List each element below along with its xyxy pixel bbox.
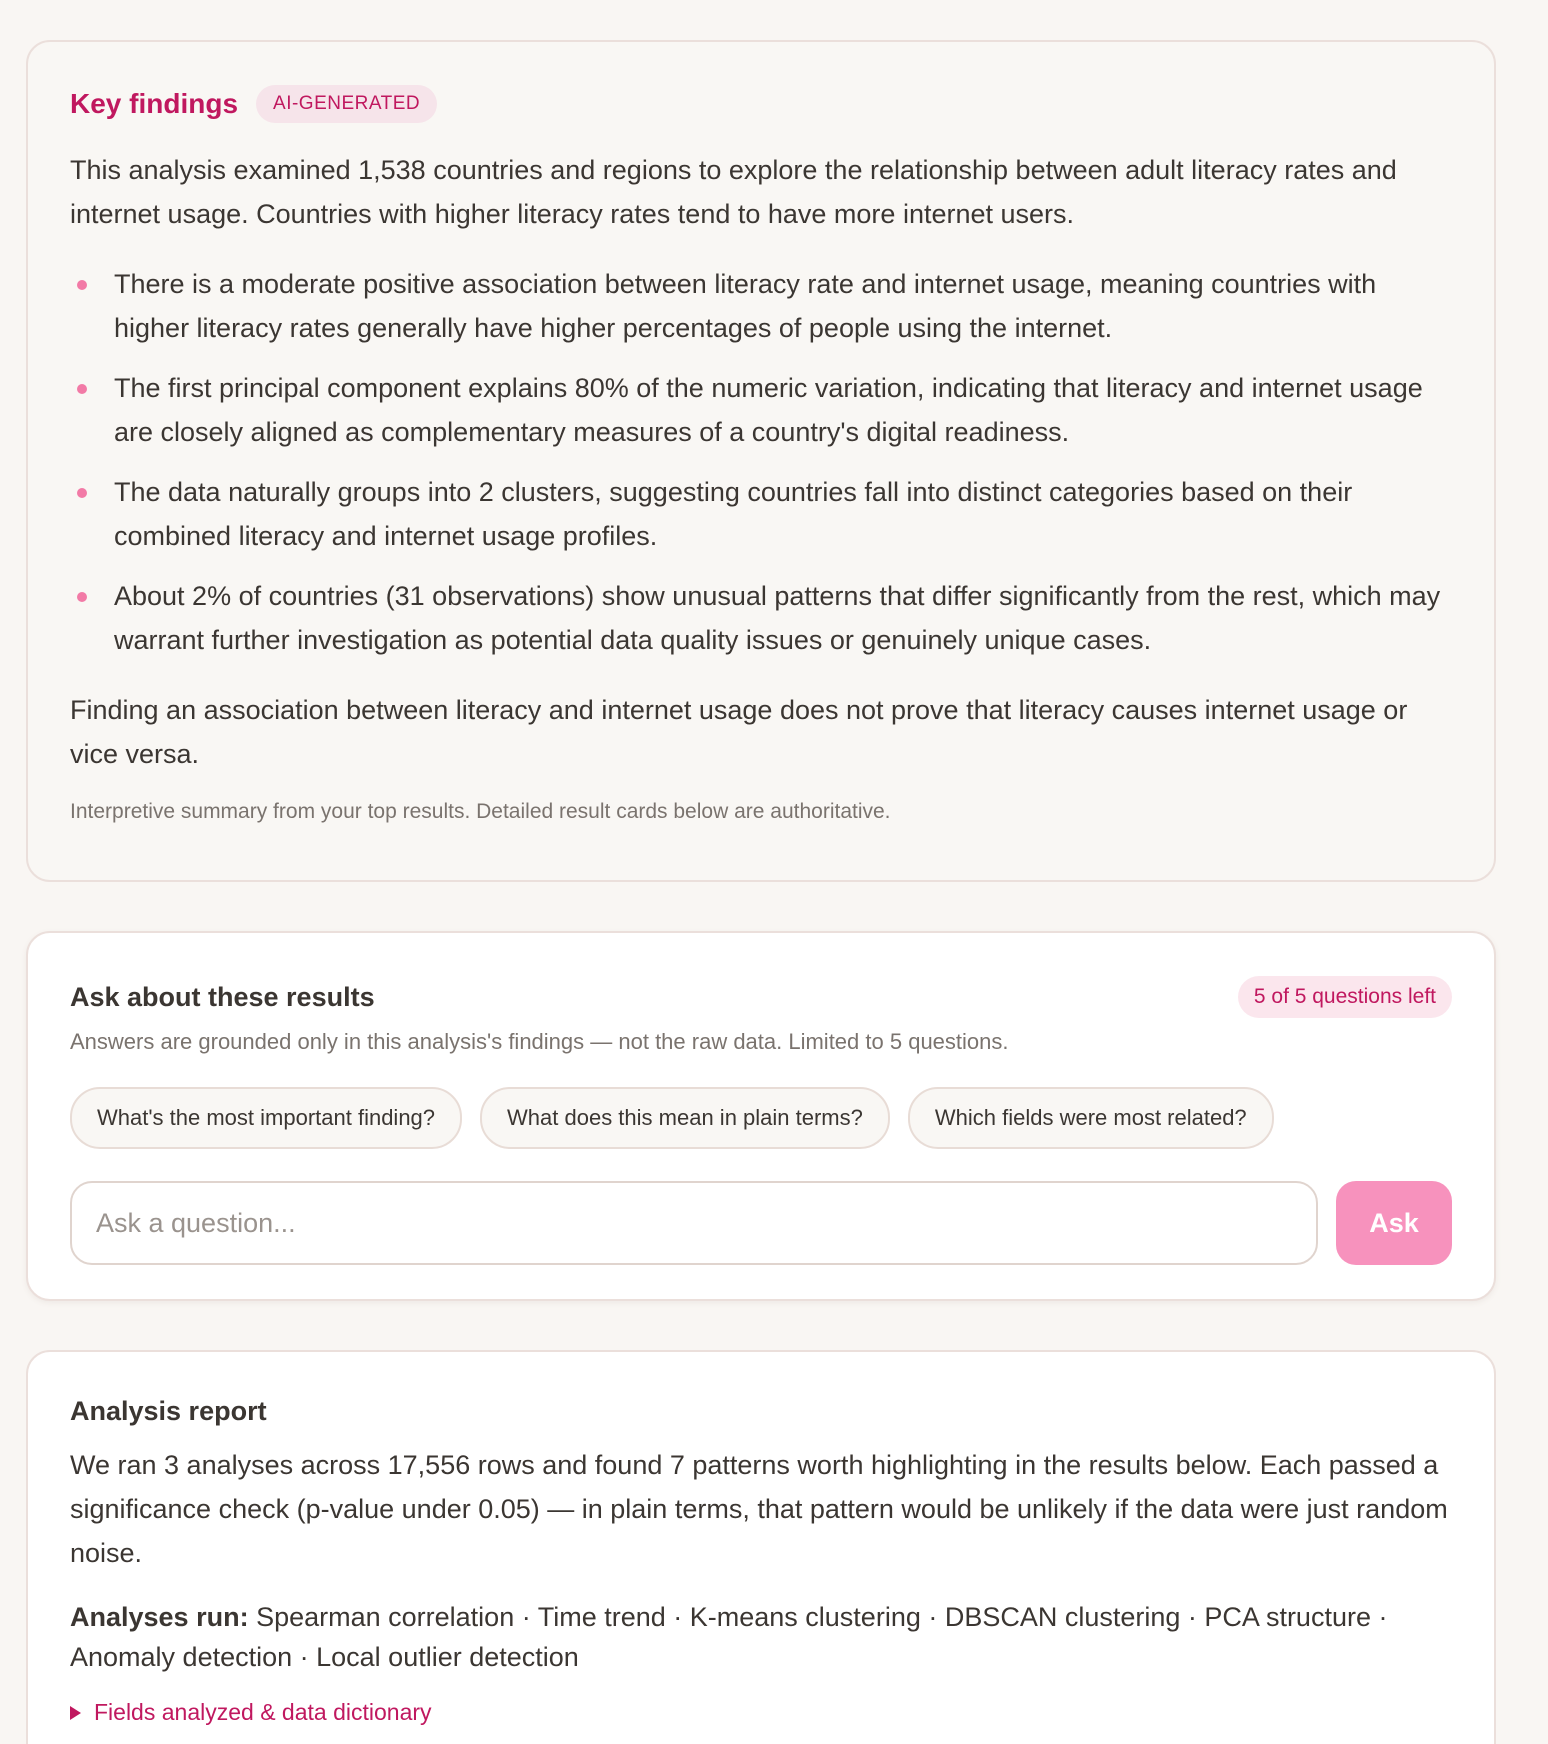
finding-item	[70, 574, 1452, 662]
finding-item	[70, 470, 1452, 558]
suggestion-chips	[70, 1087, 1452, 1149]
report-summary: We ran 3 analyses across 17,556 rows and found 7 patterns worth highlighting in the results below. Each passed a significance check (p-value under 0.05) — in plain terms, that pattern would be unlikely if the data were just random noise.	[70, 1450, 1448, 1568]
questions-left-badge: 5 of 5 questions left	[1238, 976, 1452, 1018]
question-input[interactable]	[70, 1181, 1318, 1265]
dot-icon	[77, 280, 87, 290]
finding-text: There is a moderate positive association between literacy rate and internet usage, meaning countries with higher literacy rates generally have higher percentages of people using the internet.	[114, 269, 1377, 343]
analyses-run-label: Analyses run:	[70, 1602, 249, 1632]
finding-text: About 2% of countries (31 observations) show unusual patterns that differ significantly from the rest, which may warrant further investigation as potential data quality issues or genuinely unique cases.	[114, 581, 1441, 655]
ask-subtitle: Answers are grounded only in this analysis's findings — not the raw data. Limited to 5 questions.	[70, 1029, 1009, 1054]
finding-item	[70, 262, 1452, 350]
suggestion-chip-important-finding[interactable]: What's the most important finding?	[70, 1087, 462, 1149]
fields-dictionary-toggle[interactable]	[70, 1699, 1452, 1726]
analyses-run-list: Spearman correlation · Time trend · K-means clustering · DBSCAN clustering · PCA structure · Anomaly detection · Local outlier detection	[70, 1602, 1388, 1672]
triangle-right-icon	[70, 1706, 81, 1720]
ask-input-row	[70, 1181, 1452, 1265]
findings-intro: This analysis examined 1,538 countries and regions to explore the relationship between adult literacy rates and internet usage. Countries with higher literacy rates tend to have more internet users.	[70, 155, 1397, 229]
ask-title: Ask about these results	[70, 981, 375, 1012]
findings-footnote: Interpretive summary from your top results. Detailed result cards below are authoritative.	[70, 800, 891, 823]
key-findings-header	[70, 84, 1452, 124]
finding-text: The first principal component explains 80% of the numeric variation, indicating that literacy and internet usage are closely aligned as complementary measures of a country's digital readiness.	[114, 373, 1423, 447]
findings-list	[70, 262, 1452, 662]
analysis-report-card	[26, 1350, 1496, 1744]
ask-button[interactable]: Ask	[1336, 1181, 1452, 1265]
dot-icon	[77, 384, 87, 394]
analyses-run	[70, 1597, 1452, 1677]
suggestion-chip-related-fields[interactable]: Which fields were most related?	[908, 1087, 1274, 1149]
fields-dictionary-label: Fields analyzed & data dictionary	[94, 1699, 432, 1725]
ai-generated-badge: AI-GENERATED	[256, 85, 437, 123]
report-title: Analysis report	[70, 1396, 267, 1426]
finding-text: The data naturally groups into 2 clusters, suggesting countries fall into distinct categories based on their combined literacy and internet usage profiles.	[114, 477, 1353, 551]
ask-results-card	[26, 931, 1496, 1301]
findings-caveat: Finding an association between literacy and internet usage does not prove that literacy causes internet usage or vice versa.	[70, 695, 1408, 769]
finding-item	[70, 366, 1452, 454]
dot-icon	[77, 488, 87, 498]
key-findings-title: Key findings	[70, 88, 239, 119]
ask-header	[70, 975, 1452, 1019]
key-findings-card	[26, 40, 1496, 882]
dot-icon	[77, 592, 87, 602]
suggestion-chip-plain-terms[interactable]: What does this mean in plain terms?	[480, 1087, 890, 1149]
